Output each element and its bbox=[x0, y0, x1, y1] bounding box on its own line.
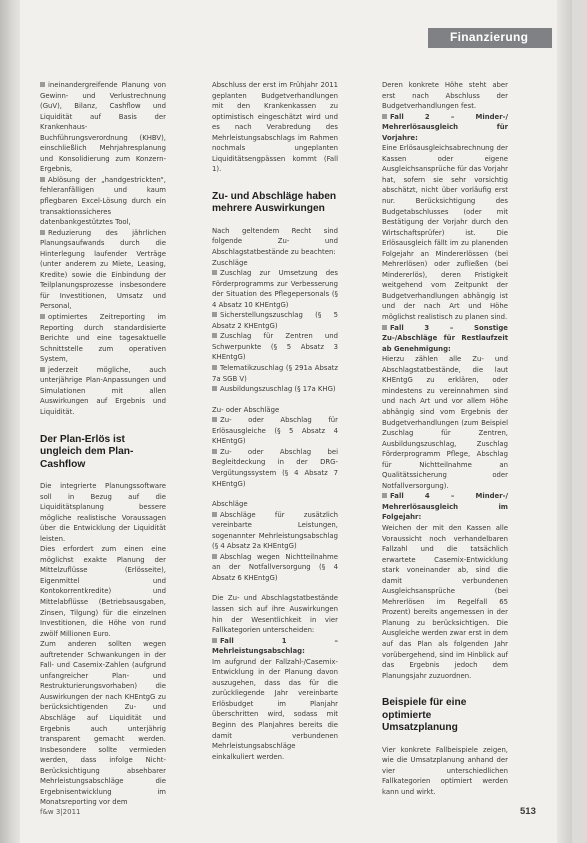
bullet-item: Ablösung der „handgestrickten“, fehleranfälligen und kaum pflegbaren Excel-Lösung durch ein transaktionssicheres datenbankgestütztes Tool, bbox=[40, 175, 166, 227]
list-group-title: Abschläge bbox=[212, 500, 248, 509]
bullet-item: Zu- oder Abschlag für Erlösausgleiche (§ 5 Absatz 4 KHEntgG) bbox=[212, 416, 338, 446]
list-group-title: Zu- oder Abschläge bbox=[212, 405, 280, 414]
page-right-edge bbox=[557, 0, 572, 843]
bullet-item: Abschlag wegen Nichtteilnahme an der Notfallversorgung (§ 4 Absatz 6 KHEntgG) bbox=[212, 552, 338, 582]
body-paragraph: Dies erfordert zum einen eine möglichst exakte Planung der Mittelzuflüsse (Erlösseite), Eigenmittel und Kontokorrentkredite) und Mittelabflüsse (Betriebsausgaben, Zinsen, Tilgung) für die einzelnen Investitionen, die Höhe von rund zwölf Millionen Euro. bbox=[40, 545, 166, 638]
section-heading: Beispiele für eine optimierte Umsatzplanung bbox=[382, 697, 467, 734]
bullet-item: Zuschlag zur Umsetzung des Förderprogramms zur Verbesserung der Situation des Pflegepersonals (§ 4 Absatz 10 KHEntgG) bbox=[212, 269, 338, 309]
page-gutter-shadow bbox=[0, 0, 20, 843]
case-title: Fall 3 – Sonstige Zu-/Abschläge für Restlaufzeit ab Genehmigung: bbox=[382, 323, 508, 353]
body-paragraph: Nach geltendem Recht sind folgende Zu- und Abschlagstatbestände zu beachten: bbox=[212, 226, 338, 257]
body-paragraph: Weichen der mit den Kassen alle Voraussicht noch verhandelbaren Fallzahl und die tatsächlich erwartete Casemix-Entwicklung stark voneinander ab, sind die damit verbundenen Ausgleichsansprüche (bei Mehrerlösen im Regelfall 65 Prozent) bereits angemessen in der Planung zu berücksichtigen. Die Ausgleiche werden zwar erst in dem auf das Plan als folgenden Jahr vorübergehend, sind im Hinblick auf das Ergebnis jedoch dem Planungsjahr zuzuordnen. bbox=[382, 523, 508, 680]
bullet-item: Sicherstellungszuschlag (§ 5 Absatz 2 KHEntgG) bbox=[212, 311, 338, 330]
bullet-item: Zu- oder Abschlag bei Begleitdeckung in der DRG-Vergütungssystem (§ 4 Absatz 7 KHEntgG) bbox=[212, 447, 338, 488]
list-group-title: Zuschläge bbox=[212, 258, 248, 267]
bullet-item: Abschläge für zusätzlich vereinbarte Leistungen, sogenannter Mehrleistungsabschlag (§ 4 Absatz 2a KHEntgG) bbox=[212, 510, 338, 551]
bullet-item: Ausbildungszuschlag (§ 17a KHG) bbox=[212, 384, 338, 395]
body-paragraph: Im aufgrund der Fallzahl-/Casemix-Entwicklung in der Planung davon auszugehen, dass das für die zurückliegende Jahr vereinbarte Erlösbudget im Planjahr überschritten wird, sodass mit Beginn des Planjahres bereits die damit verbundenen Mehrleistungsabschläge einkalkuliert werden. bbox=[212, 657, 338, 761]
case-title: Fall 1 – Mehrleistungsabschlag: bbox=[212, 636, 338, 656]
body-paragraph: Die integrierte Planungssoftware soll in Bezug auf die Liquiditätsplanung bessere mögliche realistische Voraussagen über die Entwicklung der Liquidität leisten. bbox=[40, 482, 166, 543]
bullet-item: ineinandergreifende Planung von Gewinn- und Verlustrechnung (GuV), Bilanz, Cashflow und Liquidität auf Basis der Krankenhaus-Buchführungsverordnung (KHBV), einschließlich Mehrjahresplanung und Konsolidierung zum Konzern-Ergebnis, bbox=[40, 81, 166, 174]
bullet-item: Reduzierung des jährlichen Planungsaufwands durch die Hinterlegung laufender Verträge (unter anderem zu Miete, Leasing, Kredite) sowie die Einbindung der Teilplanungsprozesse insbesondere für Investitionen, Umsatz und Personal, bbox=[40, 228, 166, 311]
body-paragraph: Deren konkrete Höhe steht aber erst nach Abschluss der Budgetverhandlungen fest. bbox=[382, 81, 508, 111]
body-paragraph: Abschluss der erst im Frühjahr 2011 geplanten Budgetverhandlungen mit den Krankenkassen zu optimistisch eingeschätzt wird und es nach Verabredung des Mehrleistungsabschlags im Rahmen nochmals ungeplanten Liquiditätsengpässen kommt (Fall 1). bbox=[212, 81, 338, 174]
body-paragraph: Eine Erlösausgleichsabrechnung der Kassen oder eigene Ausgleichsansprüche für das Vorjahr hat, sofern sie sehr vorsichtig abschätzt, nicht über vorläufig erst nur. Berücksichtigung des Budgetabschlusses (oder mit Bestätigung der Vorjahr durch den Wirtschaftsprüfer) ist. Die Erlösausgleich fällt im zu planenden Folgejahr an Mindererlössen (bei Mehrerlösen) oder zufließen (bei Mindererlös), deren Fristigkeit weitgehend vom Zeitpunkt der Budgetverhandlungen abhängig ist und der nach Art und Höhe möglichst realistisch zu planen sind. bbox=[382, 144, 508, 322]
bullet-item: optimiertes Zeitreporting im Reporting durch standardisierte Berichte und eine tagesaktuelle Schnittstelle zum operativen System, bbox=[40, 313, 166, 364]
text-column-3 bbox=[382, 80, 508, 796]
body-paragraph: Die Zu- und Abschlagstatbestände lassen sich auf ihre Auswirkungen hin der Wesentlichkeit in vier Fallkategorien unterscheiden: bbox=[212, 594, 338, 635]
bullet-item: Zuschlag für Zentren und Schwerpunkte (§ 5 Absatz 3 KHEntgG) bbox=[212, 332, 338, 362]
case-title: Fall 2 – Minder-/ Mehrerlösausgleich für Vorjahre: bbox=[382, 112, 508, 142]
body-paragraph: Vier konkrete Fallbeispiele zeigen, wie die Umsatzplanung anhand der vier unterschiedlichen Fallkategorien optimiert werden kann und wirkt. bbox=[382, 745, 508, 796]
bullet-item: Telematikzuschlag (§ 291a Absatz 7a SGB V) bbox=[212, 364, 338, 383]
text-column-1 bbox=[40, 80, 166, 810]
bullet-item: jederzeit mögliche, auch unterjährige Plan-Anpassungen und Simulationen mit allen Auswirkungen auf Ergebnis und Liquidität. bbox=[40, 365, 166, 416]
body-paragraph: Zum anderen sollten wegen auftretender Schwankungen in der Fall- und Casemix-Zahlen (aufgrund unfangreicher Plan- und Restrukturierungsvorhaben) die Auswirkungen der nach KHEntgG zu berücksichtigenden Zu- und Abschläge auf Liquidität und Ergebnis auch unterjährig transparent gemacht werden. Insbesondere sollte vermieden werden, dass infolge Nicht-Berücksichtigung absehbarer Mehrleistungsabschläge die Ergebnisentwicklung im Monatsreporting vor dem bbox=[40, 640, 166, 807]
text-column-2 bbox=[212, 80, 338, 810]
page-number: 513 bbox=[520, 806, 536, 817]
issue-label: f&w 3|2011 bbox=[40, 808, 81, 816]
case-title: Fall 4 – Minder-/ Mehrerlösausgleich im Folgejahr: bbox=[382, 492, 508, 522]
section-title: Finanzierung bbox=[450, 30, 529, 44]
section-heading: Zu- und Abschläge haben mehrere Auswirkungen bbox=[212, 190, 337, 215]
section-heading: Der Plan-Erlös ist ungleich dem Plan-Cashflow bbox=[40, 433, 134, 470]
body-paragraph: Hierzu zählen alle Zu- und Abschlagstatbestände, die laut KHEntgG zu erklären, oder mindestens zu vereinnahmen sind und nach Art und vor allem Höhe abhängig sind vom Ergebnis der Budgetverhandlungen (zum Beispiel Zuschlag für Zentren, Ausbildungszuschlag, Zuschlag Förderprogramm Pflege, Abschlag für Nichtteilnahme an Qualitätssicherung oder Notfallversorgung). bbox=[382, 355, 508, 490]
